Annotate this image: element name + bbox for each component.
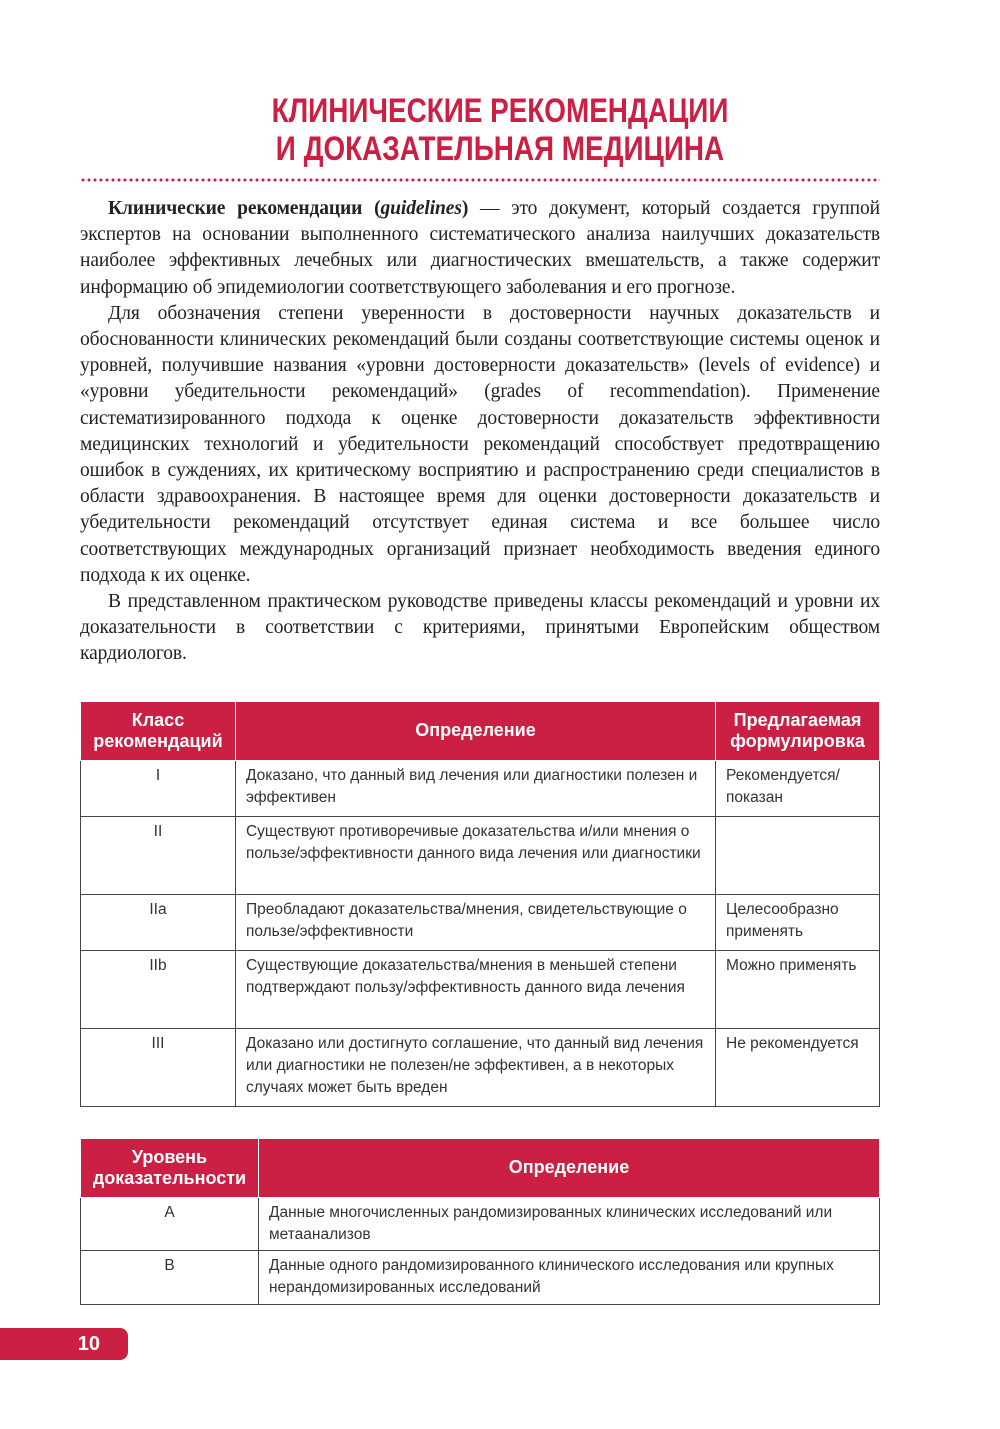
cell-level: A xyxy=(81,1197,259,1250)
header-level: Уровень доказательности xyxy=(81,1139,259,1197)
cell-definition: Данные одного рандомизированного клинического исследования или крупных нерандомизированных исследований xyxy=(258,1250,879,1304)
title-line-1: КЛИНИЧЕСКИЕ РЕКОМЕНДАЦИИ xyxy=(271,92,729,130)
evidence-levels-table xyxy=(80,1139,880,1305)
table-row xyxy=(81,1028,880,1106)
cell-definition: Доказано или достигнуто соглашение, что данный вид лечения или диагностики не полезен/не эффективен, а в некоторых случаях может быть вреден xyxy=(235,1028,715,1106)
cell-class: IIb xyxy=(81,950,236,1028)
table-row xyxy=(81,816,880,894)
page-title xyxy=(90,92,910,168)
title-line-2: И ДОКАЗАТЕЛЬНАЯ МЕДИЦИНА xyxy=(275,130,725,168)
table-row xyxy=(81,950,880,1028)
paragraph-2: Для обозначения степени уверенности в достоверности научных доказательств и обоснованности клинических рекомендаций были созданы соответствующие системы оценок и уровней, получившие названия «уровни достоверности доказательств» (levels of evidence) и «уровни убедительности рекомендаций» (grades of recommendation). Применение систематизированного подхода к оценке достоверности доказательств эффективности медицинских технологий и убедительности рекомендаций способствует предотвращению ошибок в суждениях, их критическому восприятию и распространению среди специалистов в области здравоохранения. В настоящее время для оценки достоверности доказательств и убедительности рекомендаций отсутствует единая система и все большее число соответствующих международных организаций признает необходимость введения единого подхода к их оценке. xyxy=(80,302,880,586)
table-row xyxy=(81,1197,880,1250)
term: Клинические рекомендации ( xyxy=(108,198,381,219)
header-class: Класс рекомендаций xyxy=(81,702,236,760)
cell-class: II xyxy=(81,816,236,894)
cell-definition: Существуют противоречивые доказательства и/или мнения о пользе/эффективности данного вида лечения или диагностики xyxy=(235,816,715,894)
cell-definition: Данные многочисленных рандомизированных клинических исследований или метаанализов xyxy=(258,1197,879,1250)
cell-class: IIa xyxy=(81,894,236,950)
cell-level: B xyxy=(81,1250,259,1304)
table-row xyxy=(81,1250,880,1304)
table-row xyxy=(81,760,880,816)
cell-definition: Существующие доказательства/мнения в меньшей степени подтверждают пользу/эффективность данного вида лечения xyxy=(235,950,715,1028)
cell-definition: Доказано, что данный вид лечения или диагностики полезен и эффективен xyxy=(235,760,715,816)
cell-class: I xyxy=(81,760,236,816)
cell-definition: Преобладают доказательства/мнения, свидетельствующие о пользе/эффективности xyxy=(235,894,715,950)
body-text xyxy=(80,196,880,668)
page-number: 10 xyxy=(0,1328,128,1360)
recommendation-classes-table xyxy=(80,702,880,1107)
cell-wording: Рекомендуется/ показан xyxy=(716,760,880,816)
paragraph-1 xyxy=(80,196,880,301)
cell-wording: Целесообразно применять xyxy=(716,894,880,950)
header-definition: Определение xyxy=(258,1139,879,1197)
dotted-divider xyxy=(80,178,880,182)
cell-wording: Можно применять xyxy=(716,950,880,1028)
cell-class: III xyxy=(81,1028,236,1106)
paragraph-1-text: — это документ, который создается группой экспертов на основании выполненного систематического анализа наилучших доказательств наиболее эффективных лечебных или диагностических вмешательств, а также содержит информацию об эпидемиологии соответствующего заболевания и его прогнозе. xyxy=(80,198,880,298)
term-english: guidelines xyxy=(380,198,462,219)
header-wording: Предлагаемая формулировка xyxy=(716,702,880,760)
paragraph-3: В представленном практическом руководстве приведены классы рекомендаций и уровни их доказательности в соответствии с критериями, принятыми Европейским обществом кардиологов. xyxy=(80,591,880,665)
cell-wording xyxy=(716,816,880,894)
term-end: ) xyxy=(461,198,469,219)
table-row xyxy=(81,894,880,950)
header-definition: Определение xyxy=(235,702,715,760)
cell-wording: Не рекомендуется xyxy=(716,1028,880,1106)
